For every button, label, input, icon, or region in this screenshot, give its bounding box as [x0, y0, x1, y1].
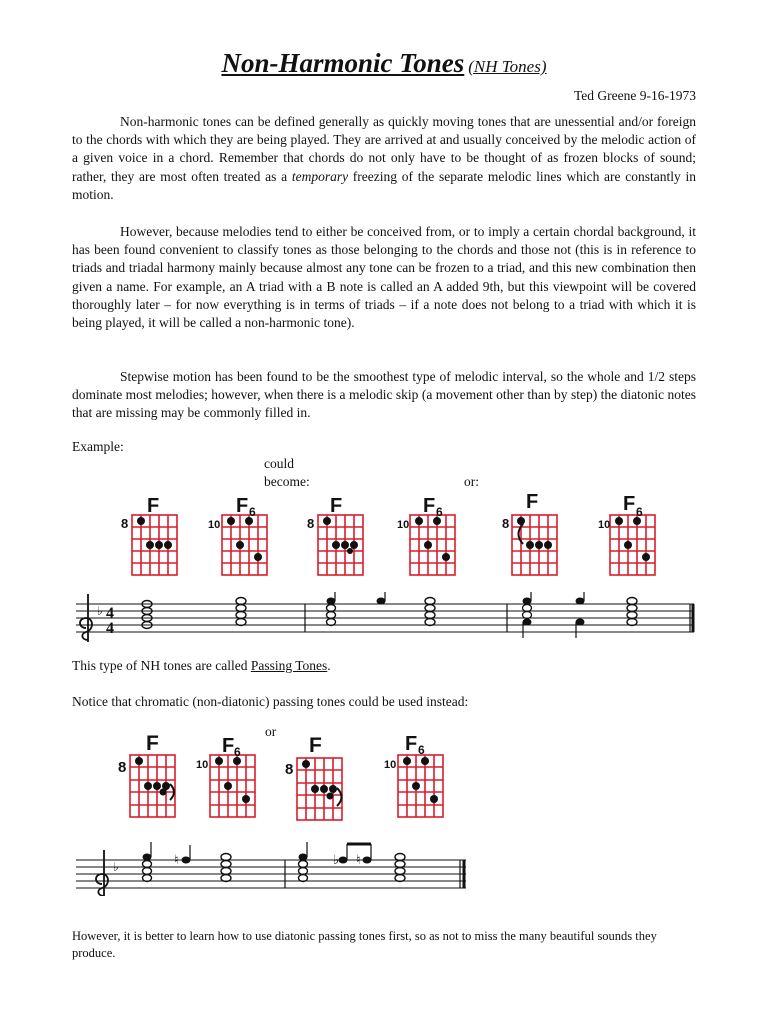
or-label-2: or: [265, 724, 277, 739]
passing-after: .: [327, 658, 331, 673]
paragraph-2: [72, 223, 696, 332]
passing-term: Passing Tones: [250, 658, 328, 673]
svg-text:♭: ♭: [113, 860, 119, 874]
chord-name-f: F: [330, 495, 343, 517]
chord-name-f6: F: [222, 735, 235, 757]
closing-text: However, it is better to learn how to use diatonic passing tones first, so as not to miss the many beautiful sounds they produce.: [72, 929, 657, 960]
page-title: [0, 48, 768, 79]
paragraph-1: [72, 113, 696, 204]
example-label: Example:: [72, 439, 124, 454]
fret-number: 10: [384, 759, 397, 771]
chord-name-f: F: [309, 734, 322, 757]
chord-name-f6: F: [623, 493, 636, 515]
fret-number: 8: [502, 516, 510, 531]
staff-2: [0, 840, 768, 896]
svg-text:♭: ♭: [97, 604, 103, 618]
svg-text:♮: ♮: [356, 852, 361, 867]
fret-number: 10: [598, 519, 611, 531]
time-sig-bottom: 4: [106, 620, 114, 637]
fret-number: 8: [118, 759, 127, 776]
paragraph-2-text: However, because melodies tend to either be conceived from, or to imply a certain chordal background, it has been found convenient to classify tones as those belonging to the chords and those not (this is in reference to triads and triadal harmony mainly because almost any tone can be frozen to a triad, and this new combination then given a name. For example, an A triad with a B note is called an A added 9th, but this viewpoint will be covered thoroughly later – for now everything is in terms of triads – if a note does not belong to a triad with which it is being played, it will be called a non-harmonic tone).: [72, 224, 696, 331]
svg-text:♭: ♭: [333, 852, 340, 867]
chord-name-f6: F: [405, 733, 418, 755]
chord-name-f: F: [147, 495, 160, 517]
chord-diagrams-row-2: [0, 730, 768, 830]
passing-tones-sentence: [72, 658, 331, 674]
fret-number: 10: [397, 519, 410, 531]
fret-number: 8: [121, 516, 129, 531]
chord-six: 6: [436, 505, 443, 519]
fret-number: 8: [307, 516, 315, 531]
chord-diagrams-row-1: [0, 490, 768, 590]
chord-six: 6: [418, 743, 425, 757]
treble-clef-icon: [96, 850, 108, 896]
paragraph-1-after: freezing of the separate melodic lines which are constantly in motion.: [72, 168, 696, 202]
fret-number: 8: [285, 761, 294, 778]
fret-number: 10: [208, 519, 221, 531]
become-label: become:: [264, 474, 310, 489]
could-label: could: [264, 456, 294, 471]
chromatic-note: Notice that chromatic (non-diatonic) passing tones could be used instead:: [72, 694, 469, 709]
or-label-1: or:: [464, 474, 479, 489]
title-sub: (NH Tones): [468, 57, 547, 76]
chord-six: 6: [249, 505, 256, 519]
staff-1: [0, 592, 768, 648]
svg-text:♮: ♮: [174, 852, 179, 867]
fret-number: 10: [196, 759, 209, 771]
chord-name-f6: F: [236, 495, 249, 517]
author-date: Ted Greene 9-16-1973: [573, 88, 696, 103]
passing-before: This type of NH tones are called: [72, 658, 251, 673]
chord-six: 6: [234, 745, 241, 759]
paragraph-1-before: Non-harmonic tones can be defined generally as quickly moving tones that are unessential and/or foreign to the chords with which they are being played. They are arrived at and usually conceived by the melodic action of a given voice in a chord. Remember that chords do not only have to be thought of as frozen blocks of sound; rather, they are most often treated as a: [72, 114, 696, 184]
chord-six: 6: [636, 505, 643, 519]
chord-name-f: F: [526, 491, 539, 513]
title-main: Non-Harmonic Tones: [221, 48, 465, 78]
paragraph-1-emph: temporary: [291, 168, 349, 184]
paragraph-3-text: Stepwise motion has been found to be the smoothest type of melodic interval, so the whole and 1/2 steps dominate most melodies; however, when there is a melodic skip (a movement other than by step) the diatonic notes that are missing may be commonly filled in.: [72, 369, 696, 421]
paragraph-3: [72, 368, 696, 423]
chord-name-f: F: [146, 732, 159, 755]
time-sig-top: 4: [106, 605, 114, 622]
chord-name-f6: F: [423, 495, 436, 517]
